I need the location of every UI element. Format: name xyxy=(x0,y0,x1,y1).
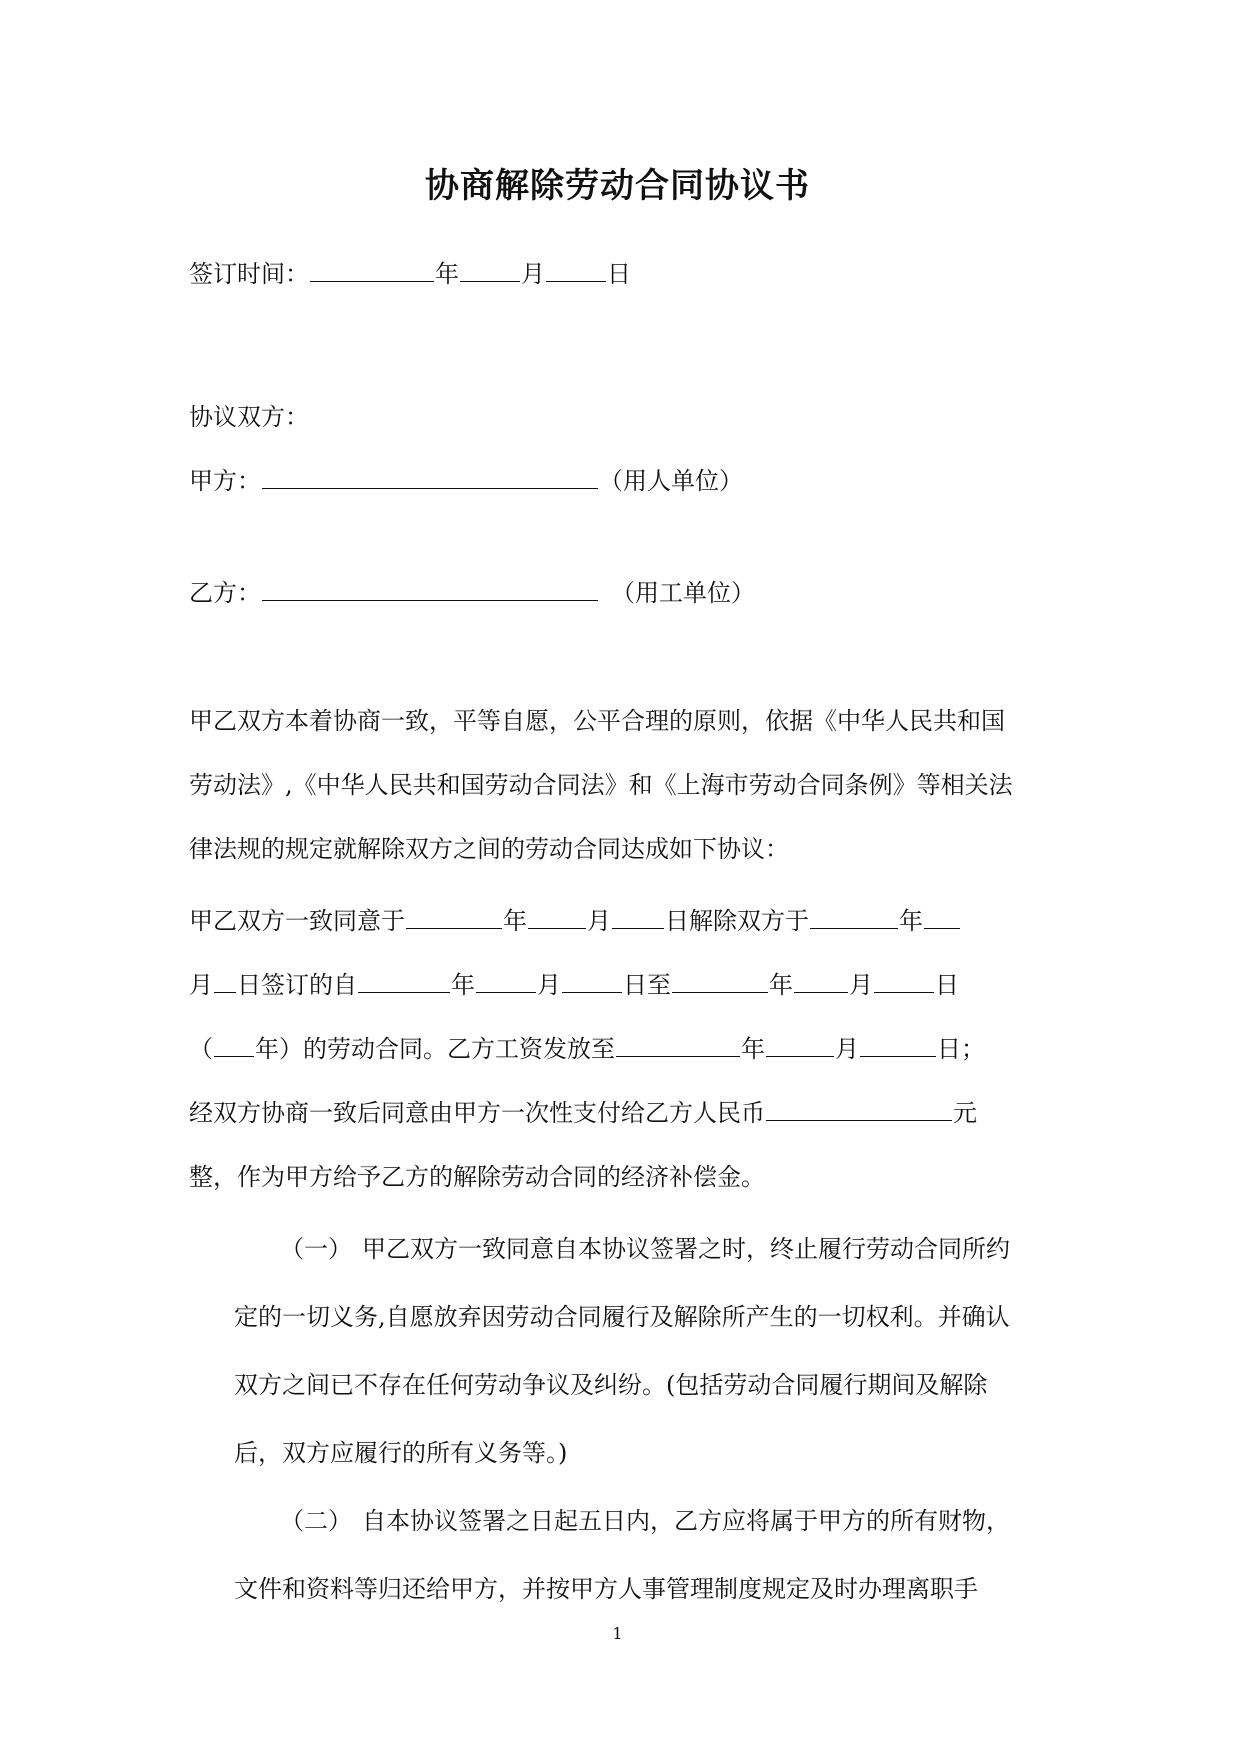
terms-text: 年 xyxy=(899,907,923,935)
salary-month-blank[interactable] xyxy=(766,1034,834,1057)
year-char: 年 xyxy=(435,260,459,288)
terms-text: （ xyxy=(189,1035,213,1063)
party-b-label: 乙方： xyxy=(189,579,261,607)
terms-text: 年 xyxy=(503,907,527,935)
party-b-role: （用工单位） xyxy=(611,579,755,607)
intro-line-1: 甲乙双方本着协商一致，平等自愿，公平合理的原则，依据《中华人民共和国 xyxy=(189,707,1005,735)
sign-date-label: 签订时间： xyxy=(189,260,309,288)
terms-line-1 xyxy=(189,904,961,938)
terms-line-5: 整，作为甲方给予乙方的解除劳动合同的经济补偿金。 xyxy=(189,1163,765,1191)
clause-1-line-2: 定的一切义务,自愿放弃因劳动合同履行及解除所产生的一切权利。并确认 xyxy=(234,1303,1010,1331)
sign-day-blank[interactable] xyxy=(546,259,606,282)
terms-text: 月 xyxy=(835,1035,859,1063)
end-year-blank[interactable] xyxy=(672,970,768,993)
terms-text: 年）的劳动合同。乙方工资发放至 xyxy=(255,1035,615,1063)
terms-text: 年 xyxy=(451,971,475,999)
page-number: 1 xyxy=(612,1624,623,1643)
clause-2-text: 自本协议签署之日起五日内，乙方应将属于甲方的所有财物， xyxy=(362,1507,1010,1535)
end-month-blank[interactable] xyxy=(794,970,848,993)
signed-day-blank[interactable] xyxy=(214,970,236,993)
terms-text: 年 xyxy=(741,1035,765,1063)
terminate-day-blank[interactable] xyxy=(612,906,664,929)
sign-date-line xyxy=(189,257,631,291)
party-b-blank[interactable] xyxy=(262,578,598,601)
terms-text: 日至 xyxy=(623,971,671,999)
clause-1-first-line xyxy=(280,1232,1010,1266)
signed-year-blank[interactable] xyxy=(810,906,898,929)
terms-text: 甲乙双方一致同意于 xyxy=(189,907,405,935)
terms-text: 日解除双方于 xyxy=(665,907,809,935)
party-a-label: 甲方： xyxy=(189,467,261,495)
terms-text: 日签订的自 xyxy=(237,971,357,999)
clause-2-first-line xyxy=(280,1504,1010,1538)
start-month-blank[interactable] xyxy=(476,970,536,993)
month-char: 月 xyxy=(521,260,545,288)
parties-heading: 协议双方： xyxy=(189,403,309,431)
end-day-blank[interactable] xyxy=(874,970,934,993)
intro-line-3: 律法规的规定就解除双方之间的劳动合同达成如下协议： xyxy=(189,835,789,863)
terms-line-2 xyxy=(189,968,959,1002)
sign-month-blank[interactable] xyxy=(460,259,520,282)
terms-text: 年 xyxy=(769,971,793,999)
clause-2-line-2: 文件和资料等归还给甲方，并按甲方人事管理制度规定及时办理离职手 xyxy=(234,1575,978,1603)
salary-day-blank[interactable] xyxy=(860,1034,936,1057)
clause-1-line-3: 双方之间已不存在任何劳动争议及纠纷。(包括劳动合同履行期间及解除 xyxy=(234,1371,988,1399)
clause-2-number: （二） xyxy=(280,1507,352,1535)
terms-text: 月 xyxy=(587,907,611,935)
clause-1-number: （一） xyxy=(280,1235,352,1263)
sign-year-blank[interactable] xyxy=(310,259,434,282)
day-char: 日 xyxy=(607,260,631,288)
terms-line-3 xyxy=(189,1032,985,1066)
start-day-blank[interactable] xyxy=(562,970,622,993)
start-year-blank[interactable] xyxy=(358,970,450,993)
terminate-year-blank[interactable] xyxy=(406,906,502,929)
terms-text: 元 xyxy=(953,1099,977,1127)
party-a-blank[interactable] xyxy=(262,466,598,489)
terms-text: 月 xyxy=(849,971,873,999)
salary-year-blank[interactable] xyxy=(616,1034,740,1057)
clause-1-text: 甲乙双方一致同意自本协议签署之时，终止履行劳动合同所约 xyxy=(362,1235,1010,1263)
terms-text: 经双方协商一致后同意由甲方一次性支付给乙方人民币 xyxy=(189,1099,765,1127)
compensation-amount-blank[interactable] xyxy=(766,1098,952,1121)
terms-text: 月 xyxy=(537,971,561,999)
document-title: 协商解除劳动合同协议书 xyxy=(425,166,810,206)
party-a-role: （用人单位） xyxy=(599,467,743,495)
party-a-line xyxy=(189,464,743,498)
intro-line-2: 劳动法》,《中华人民共和国劳动合同法》和《上海市劳动合同条例》等相关法 xyxy=(189,771,1013,799)
contract-years-blank[interactable] xyxy=(214,1034,254,1057)
terms-text: 月 xyxy=(189,971,213,999)
party-b-line xyxy=(189,576,755,610)
terms-line-4 xyxy=(189,1096,977,1130)
signed-month-blank[interactable] xyxy=(924,906,960,929)
terms-text: 日； xyxy=(937,1035,985,1063)
clause-1-line-4: 后，双方应履行的所有义务等。) xyxy=(234,1439,568,1467)
terminate-month-blank[interactable] xyxy=(528,906,586,929)
terms-text: 日 xyxy=(935,971,959,999)
